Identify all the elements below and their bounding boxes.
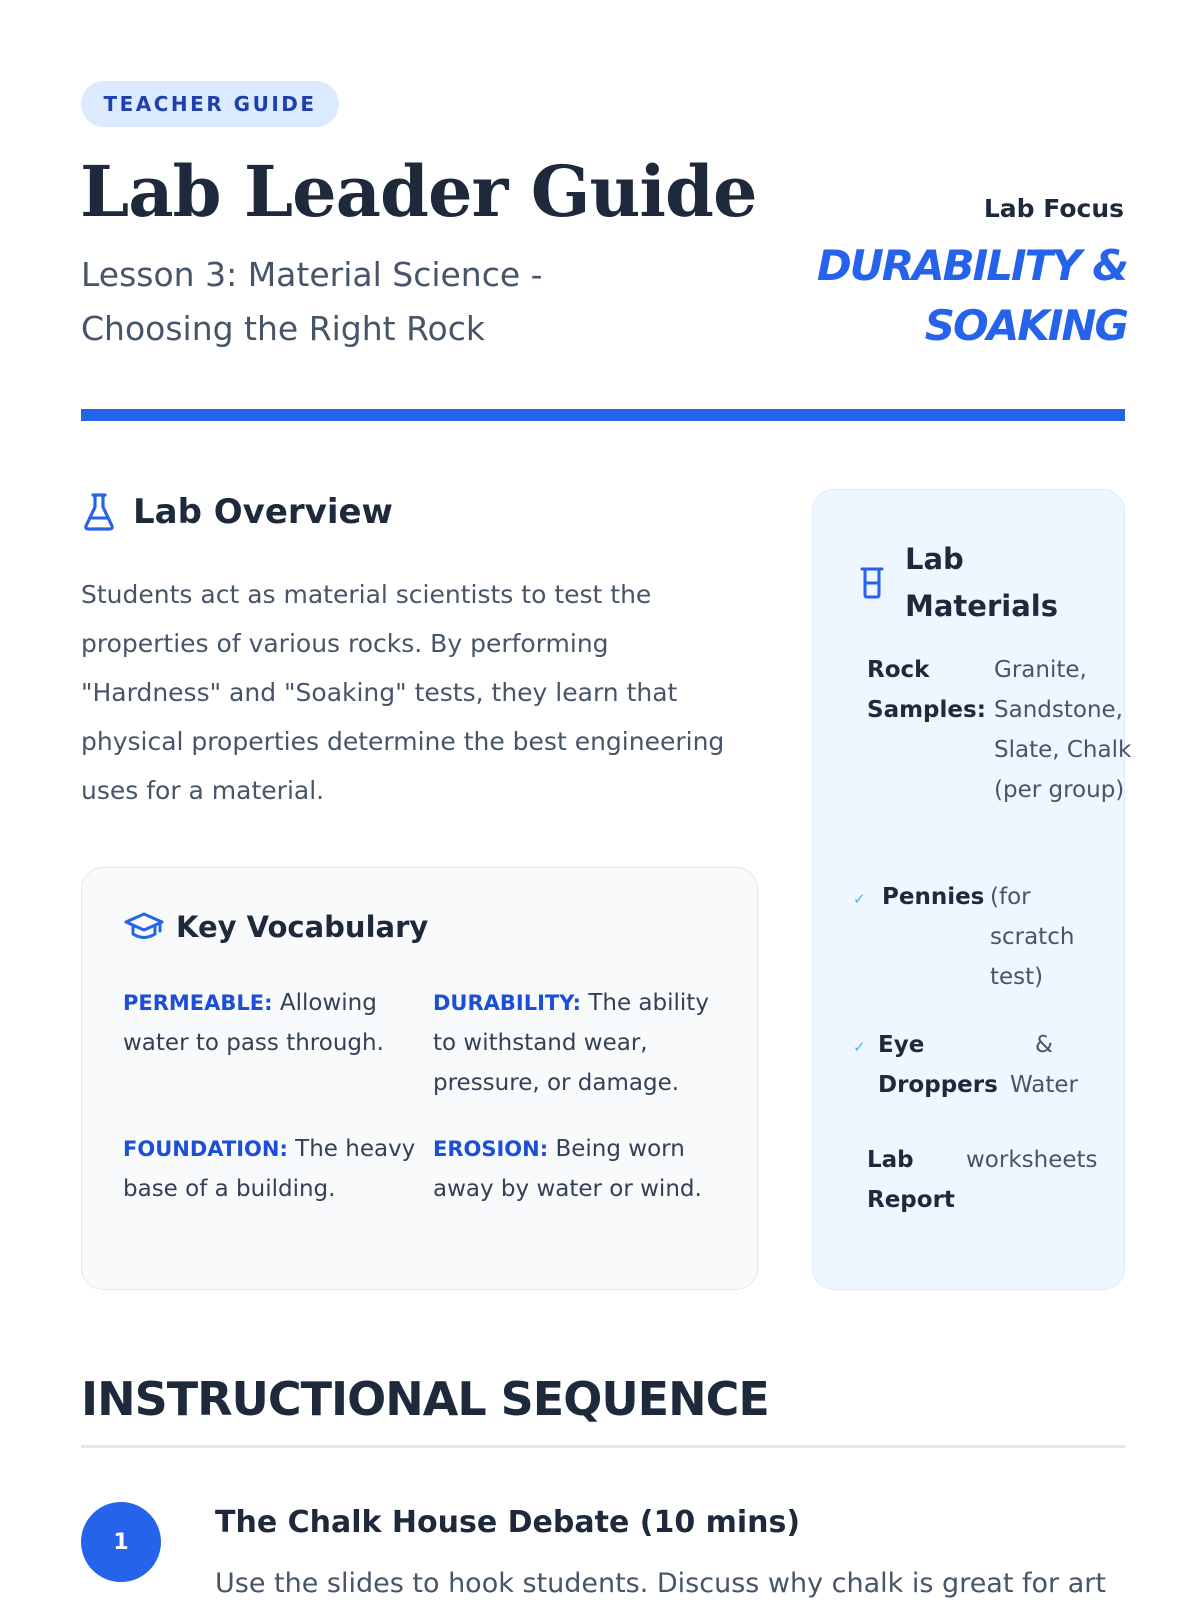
material-item <box>853 1025 1113 1115</box>
material-detail: & Water <box>1010 1032 1078 1098</box>
lab-overview-title: Lab Overview <box>133 492 393 532</box>
instructional-sequence-heading: INSTRUCTIONAL SEQUENCE <box>81 1372 769 1426</box>
page-title: Lab Leader Guide <box>80 150 757 233</box>
vocab-word: EROSION: <box>433 1137 549 1161</box>
material-detail: Granite, Sandstone, Slate, Chalk (per group) <box>994 657 1132 803</box>
vocab-word: FOUNDATION: <box>123 1137 288 1161</box>
material-detail: (for scratch test) <box>990 884 1075 990</box>
lab-materials-heading <box>859 536 1058 630</box>
vocabulary-list <box>123 983 723 1209</box>
key-vocabulary-card <box>81 867 758 1290</box>
vocab-term <box>123 1129 433 1209</box>
material-name: Pennies <box>882 884 985 910</box>
vocab-definition: Allowing water to pass through. <box>123 990 384 1056</box>
material-name: Lab Report <box>867 1147 955 1213</box>
lab-focus-value: DURABILITY & SOAKING <box>816 241 1127 350</box>
graduation-cap-icon <box>124 911 164 943</box>
step-title: The Chalk House Debate (10 mins) <box>215 1505 801 1540</box>
lesson-subtitle: Lesson 3: Material Science - Choosing the Right Rock <box>81 255 543 348</box>
material-detail: worksheets <box>966 1147 1098 1173</box>
sequence-divider <box>81 1445 1125 1448</box>
material-name: Eye Droppers <box>878 1032 998 1098</box>
lab-materials-card <box>812 489 1132 1290</box>
header-divider <box>81 409 1125 421</box>
vocab-definition: Being worn away by water or wind. <box>433 1136 702 1202</box>
check-icon: ✓ <box>853 890 866 908</box>
vocab-word: PERMEABLE: <box>123 991 273 1015</box>
step-description: Use the slides to hook students. Discuss why chalk is great for art <box>215 1568 1106 1599</box>
check-icon: ✓ <box>853 1038 866 1056</box>
key-vocabulary-heading <box>124 910 428 944</box>
vocab-term <box>433 983 723 1103</box>
lab-overview-heading <box>81 492 393 532</box>
lab-overview-text: Students act as material scientists to test the properties of various rocks. By performing "Hardness" and "Soaking" tests, they learn that physical properties determine the best engineering uses for a material. <box>81 580 725 805</box>
step-number-badge: 1 <box>81 1502 161 1582</box>
material-item <box>853 877 1113 1007</box>
flask-icon <box>81 492 117 532</box>
material-item <box>867 650 1132 850</box>
lab-focus-label: Lab Focus <box>983 194 1124 223</box>
material-name: Rock Samples: <box>867 657 986 723</box>
key-vocabulary-title: Key Vocabulary <box>176 910 429 944</box>
vocab-term <box>433 1129 723 1209</box>
vocab-word: DURABILITY: <box>433 991 582 1015</box>
vocab-term <box>123 983 433 1103</box>
lab-materials-title: Lab Materials <box>905 542 1058 623</box>
vocab-definition: The heavy base of a building. <box>123 1136 416 1202</box>
material-item <box>867 1140 1127 1230</box>
beaker-icon <box>859 566 885 600</box>
teacher-guide-badge: TEACHER GUIDE <box>81 81 339 127</box>
vocab-definition: The ability to withstand wear, pressure, or damage. <box>433 990 709 1096</box>
